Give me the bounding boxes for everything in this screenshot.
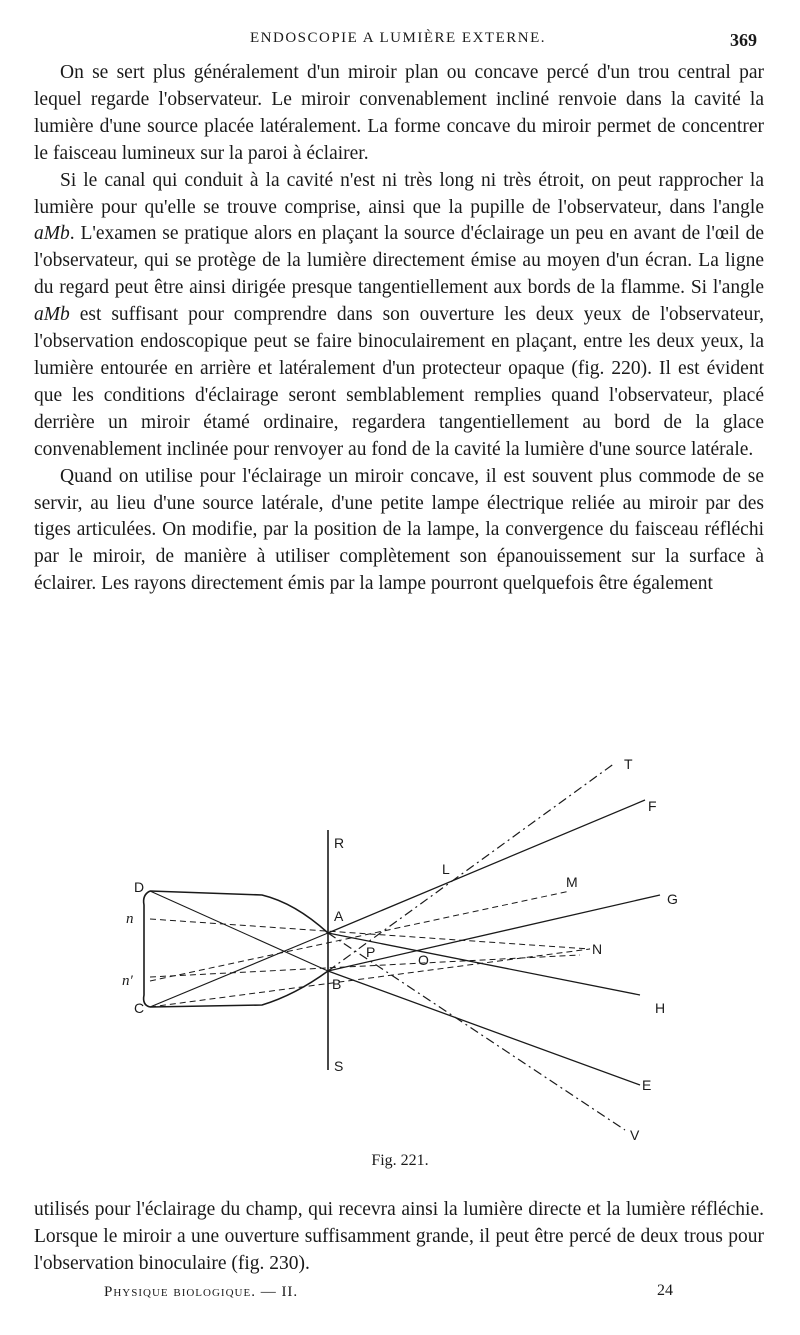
label-F: F bbox=[648, 798, 657, 814]
paragraph-4: utilisés pour l'éclairage du champ, qui recevra ainsi la lumière directe et la lumière réfléchie. Lorsque le miroir a une ouverture suffisamment grande, il peut être percé de deux trous pour l'observation binoculaire (fig. 230). bbox=[34, 1199, 764, 1274]
angle-symbol-2: aMb bbox=[34, 304, 70, 326]
label-n: n bbox=[126, 911, 134, 927]
page-number: 369 bbox=[730, 30, 757, 50]
ray-C-A bbox=[150, 933, 328, 1007]
running-header bbox=[0, 30, 800, 54]
angle-symbol-1: aMb bbox=[34, 223, 70, 245]
paragraph-1: On se sert plus généralement d'un miroir plan ou concave percé d'un trou central par lequel regarde l'observateur. Le miroir convenablement incliné renvoie dans la cavité la lumière d'une source placée latéralement. La forme concave du miroir permet de concentrer le faisceau lumineux sur la paroi à éclairer. bbox=[34, 62, 764, 164]
label-S: S bbox=[334, 1058, 344, 1074]
cavity-outline bbox=[150, 891, 328, 933]
footer-title: Physique biologique. — II. bbox=[104, 1284, 299, 1300]
signature-mark: 24 bbox=[657, 1282, 673, 1299]
label-M: M bbox=[566, 874, 578, 890]
ray-D-B bbox=[150, 891, 328, 971]
label-H: H bbox=[655, 1000, 666, 1016]
paragraph-2 bbox=[34, 168, 764, 464]
paragraph-2-part-3: est suffisant pour comprendre dans son ouverture les deux yeux de l'observateur, l'observation endoscopique peut se faire binoculairement en plaçant, entre les deux yeux, la lumière entourée en arrière et latéralement d'un protecteur opaque (fig. 220). Il est évident que les conditions d'éclairage seront semblablement remplies quand l'observateur, placé derrière un miroir étamé ordinaire, regardera tangentiellement au bord de la glace convenablement inclinée pour renvoyer au fond de la cavité la lumière d'une source latérale. bbox=[34, 304, 764, 460]
paragraph-2-part-1: Si le canal qui conduit à la cavité n'est ni très long ni très étroit, on peut rapprocher la lumière pour qu'elle se trouve comprise, ainsi que la pupille de l'observateur, dans l'angle bbox=[34, 169, 764, 218]
cavity-outline-lower bbox=[150, 971, 328, 1007]
label-B: B bbox=[332, 976, 342, 992]
label-E: E bbox=[642, 1077, 652, 1093]
cavity-back-wall bbox=[144, 891, 150, 1007]
label-n-prime: n′ bbox=[122, 973, 133, 989]
label-T: T bbox=[624, 756, 633, 772]
label-C: C bbox=[134, 1000, 145, 1016]
ray-n-prime-M bbox=[150, 891, 570, 981]
paragraph-2-part-2: . L'examen se pratique alors en plaçant la source d'éclairage un peu en avant de l'œil de l'observateur, qui se protège de la lumière directement émise au moyen d'un écran. La ligne du regard peut être ainsi dirigée presque tangentiellement aux bords de la flamme. Si l'angle bbox=[34, 223, 764, 299]
ray-T bbox=[328, 763, 615, 971]
page-footer bbox=[0, 1284, 800, 1308]
body-text-top bbox=[34, 60, 764, 598]
label-N: N bbox=[592, 941, 603, 957]
running-title: ENDOSCOPIE A LUMIÈRE EXTERNE. bbox=[250, 30, 546, 46]
label-P: P bbox=[366, 944, 376, 960]
ray-A-F bbox=[328, 800, 645, 933]
label-V: V bbox=[630, 1127, 640, 1143]
ray-n-prime-O bbox=[150, 955, 580, 977]
label-O: O bbox=[418, 952, 429, 968]
label-R: R bbox=[334, 835, 345, 851]
label-A: A bbox=[334, 908, 344, 924]
body-text-bottom bbox=[34, 1197, 764, 1278]
optical-diagram-svg bbox=[120, 745, 680, 1145]
ray-B-E bbox=[328, 971, 640, 1085]
label-L: L bbox=[442, 861, 450, 877]
label-D: D bbox=[134, 879, 145, 895]
label-G: G bbox=[667, 891, 678, 907]
figure-caption: Fig. 221. bbox=[371, 1152, 429, 1169]
optical-diagram bbox=[120, 745, 680, 1145]
paragraph-3: Quand on utilise pour l'éclairage un miroir concave, il est souvent plus commode de se servir, au lieu d'une source latérale, d'une petite lampe électrique reliée au miroir par des tiges articulées. On modifie, par la position de la lampe, la convergence du faisceau réfléchi par le miroir, de manière à utiliser complètement son épanouissement sur la surface à éclairer. Les rayons directement émis par la lampe pourront quelquefois être également bbox=[34, 465, 764, 595]
